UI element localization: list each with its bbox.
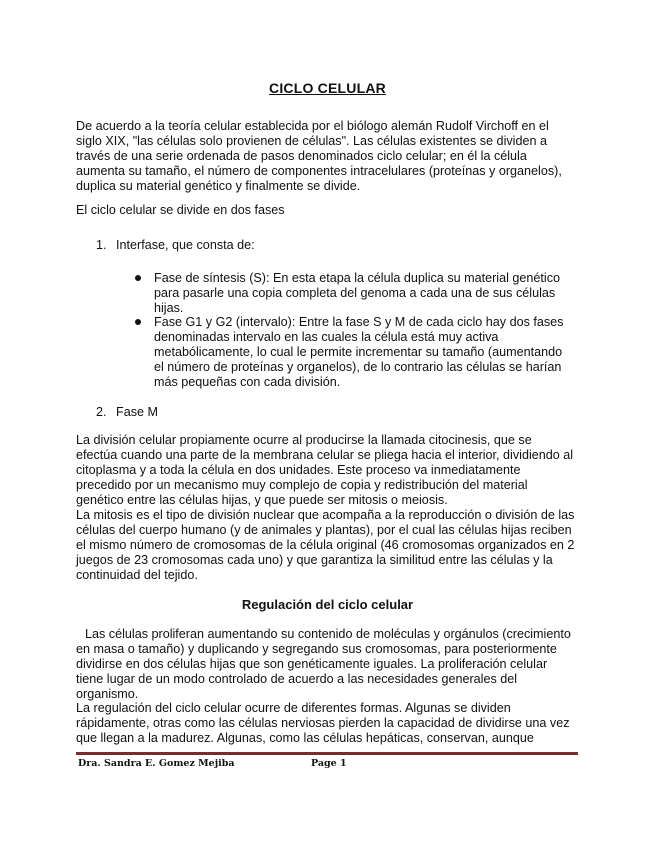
footer-author: Dra. Sandra E. Gomez Mejiba [78, 758, 235, 769]
list-item [134, 271, 574, 315]
footer-rule [76, 752, 578, 755]
division-paragraph-2: La mitosis es el tipo de división nuclear que acompaña a la reproducción o división de las células del cuerpo humano (y de animales y plantas), por el cual las células hijas reciben el mismo número de cromosomas de la célula original (46 cromosomas organizados en 2 juegos de 23 cromosomas cada uno) y que garantiza la similitud entre las células y la continuidad del tejido. [76, 508, 575, 583]
regulation-heading: Regulación del ciclo celular [241, 597, 414, 612]
phase-label: Interfase, que consta de: [116, 238, 255, 252]
list-item [134, 315, 574, 389]
bullet-icon [135, 275, 141, 281]
intro-division-line: El ciclo celular se divide en dos fases [76, 203, 285, 217]
list-item-text: Fase G1 y G2 (intervalo): Entre la fase S y M de cada ciclo hay dos fases denominadas intervalo en las cuales la célula está muy activa metabólicamente, lo cual le permite incrementar su tamaño (aumentando el número de proteínas y organelos), de lo contrario las células se harían más pequeñas con cada división. [154, 315, 564, 389]
phase-label: Fase M [116, 405, 158, 419]
bullet-icon [135, 319, 141, 325]
footer-page-number: Page 1 [311, 758, 347, 769]
phase-item-fase-m [96, 405, 158, 420]
phase-item-interfase [96, 238, 255, 253]
document-title: CICLO CELULAR [269, 80, 386, 96]
intro-paragraph: De acuerdo a la teoría celular establecida por el biólogo alemán Rudolf Virchoff en el siglo XIX, "las células solo provienen de células". Las células existentes se dividen a través de una serie ordenada de pasos denominados ciclo celular; en él la célula aumenta su tamaño, el número de componentes intracelulares (proteínas y organelos), duplica su material genético y finalmente se divide. [76, 119, 562, 194]
phase-number: 1. [96, 238, 107, 252]
phase-number: 2. [96, 405, 107, 419]
interphase-list [134, 271, 574, 389]
division-paragraph-1: La división celular propiamente ocurre al producirse la llamada citocinesis, que se efectúa cuando una parte de la membrana celular se pliega hacia el interior, dividiendo al citoplasma y a toda la célula en dos unidades. Este proceso va inmediatamente precedido por un mecanismo muy complejo de copia y redistribución del material genético entre las células hijas, y que puede ser mitosis o meiosis. [76, 433, 574, 508]
list-item-text: Fase de síntesis (S): En esta etapa la célula duplica su material genético para pasarle una copia completa del genoma a cada una de sus células hijas. [154, 271, 561, 315]
regulation-paragraph-2: La regulación del ciclo celular ocurre de diferentes formas. Algunas se dividen rápidamente, otras como las células nerviosas pierden la capacidad de dividirse una vez que llegan a la madurez. Algunas, como las células hepáticas, conservan, aunque [76, 701, 570, 746]
regulation-paragraph-1: Las células proliferan aumentando su contenido de moléculas y orgánulos (crecimiento en masa o tamaño) y duplicando y segregando sus cromosomas, para posteriormente dividirse en dos células hijas que son genéticamente iguales. La proliferación celular tiene lugar de un modo controlado de acuerdo a las necesidades generales del organismo. [76, 627, 571, 702]
